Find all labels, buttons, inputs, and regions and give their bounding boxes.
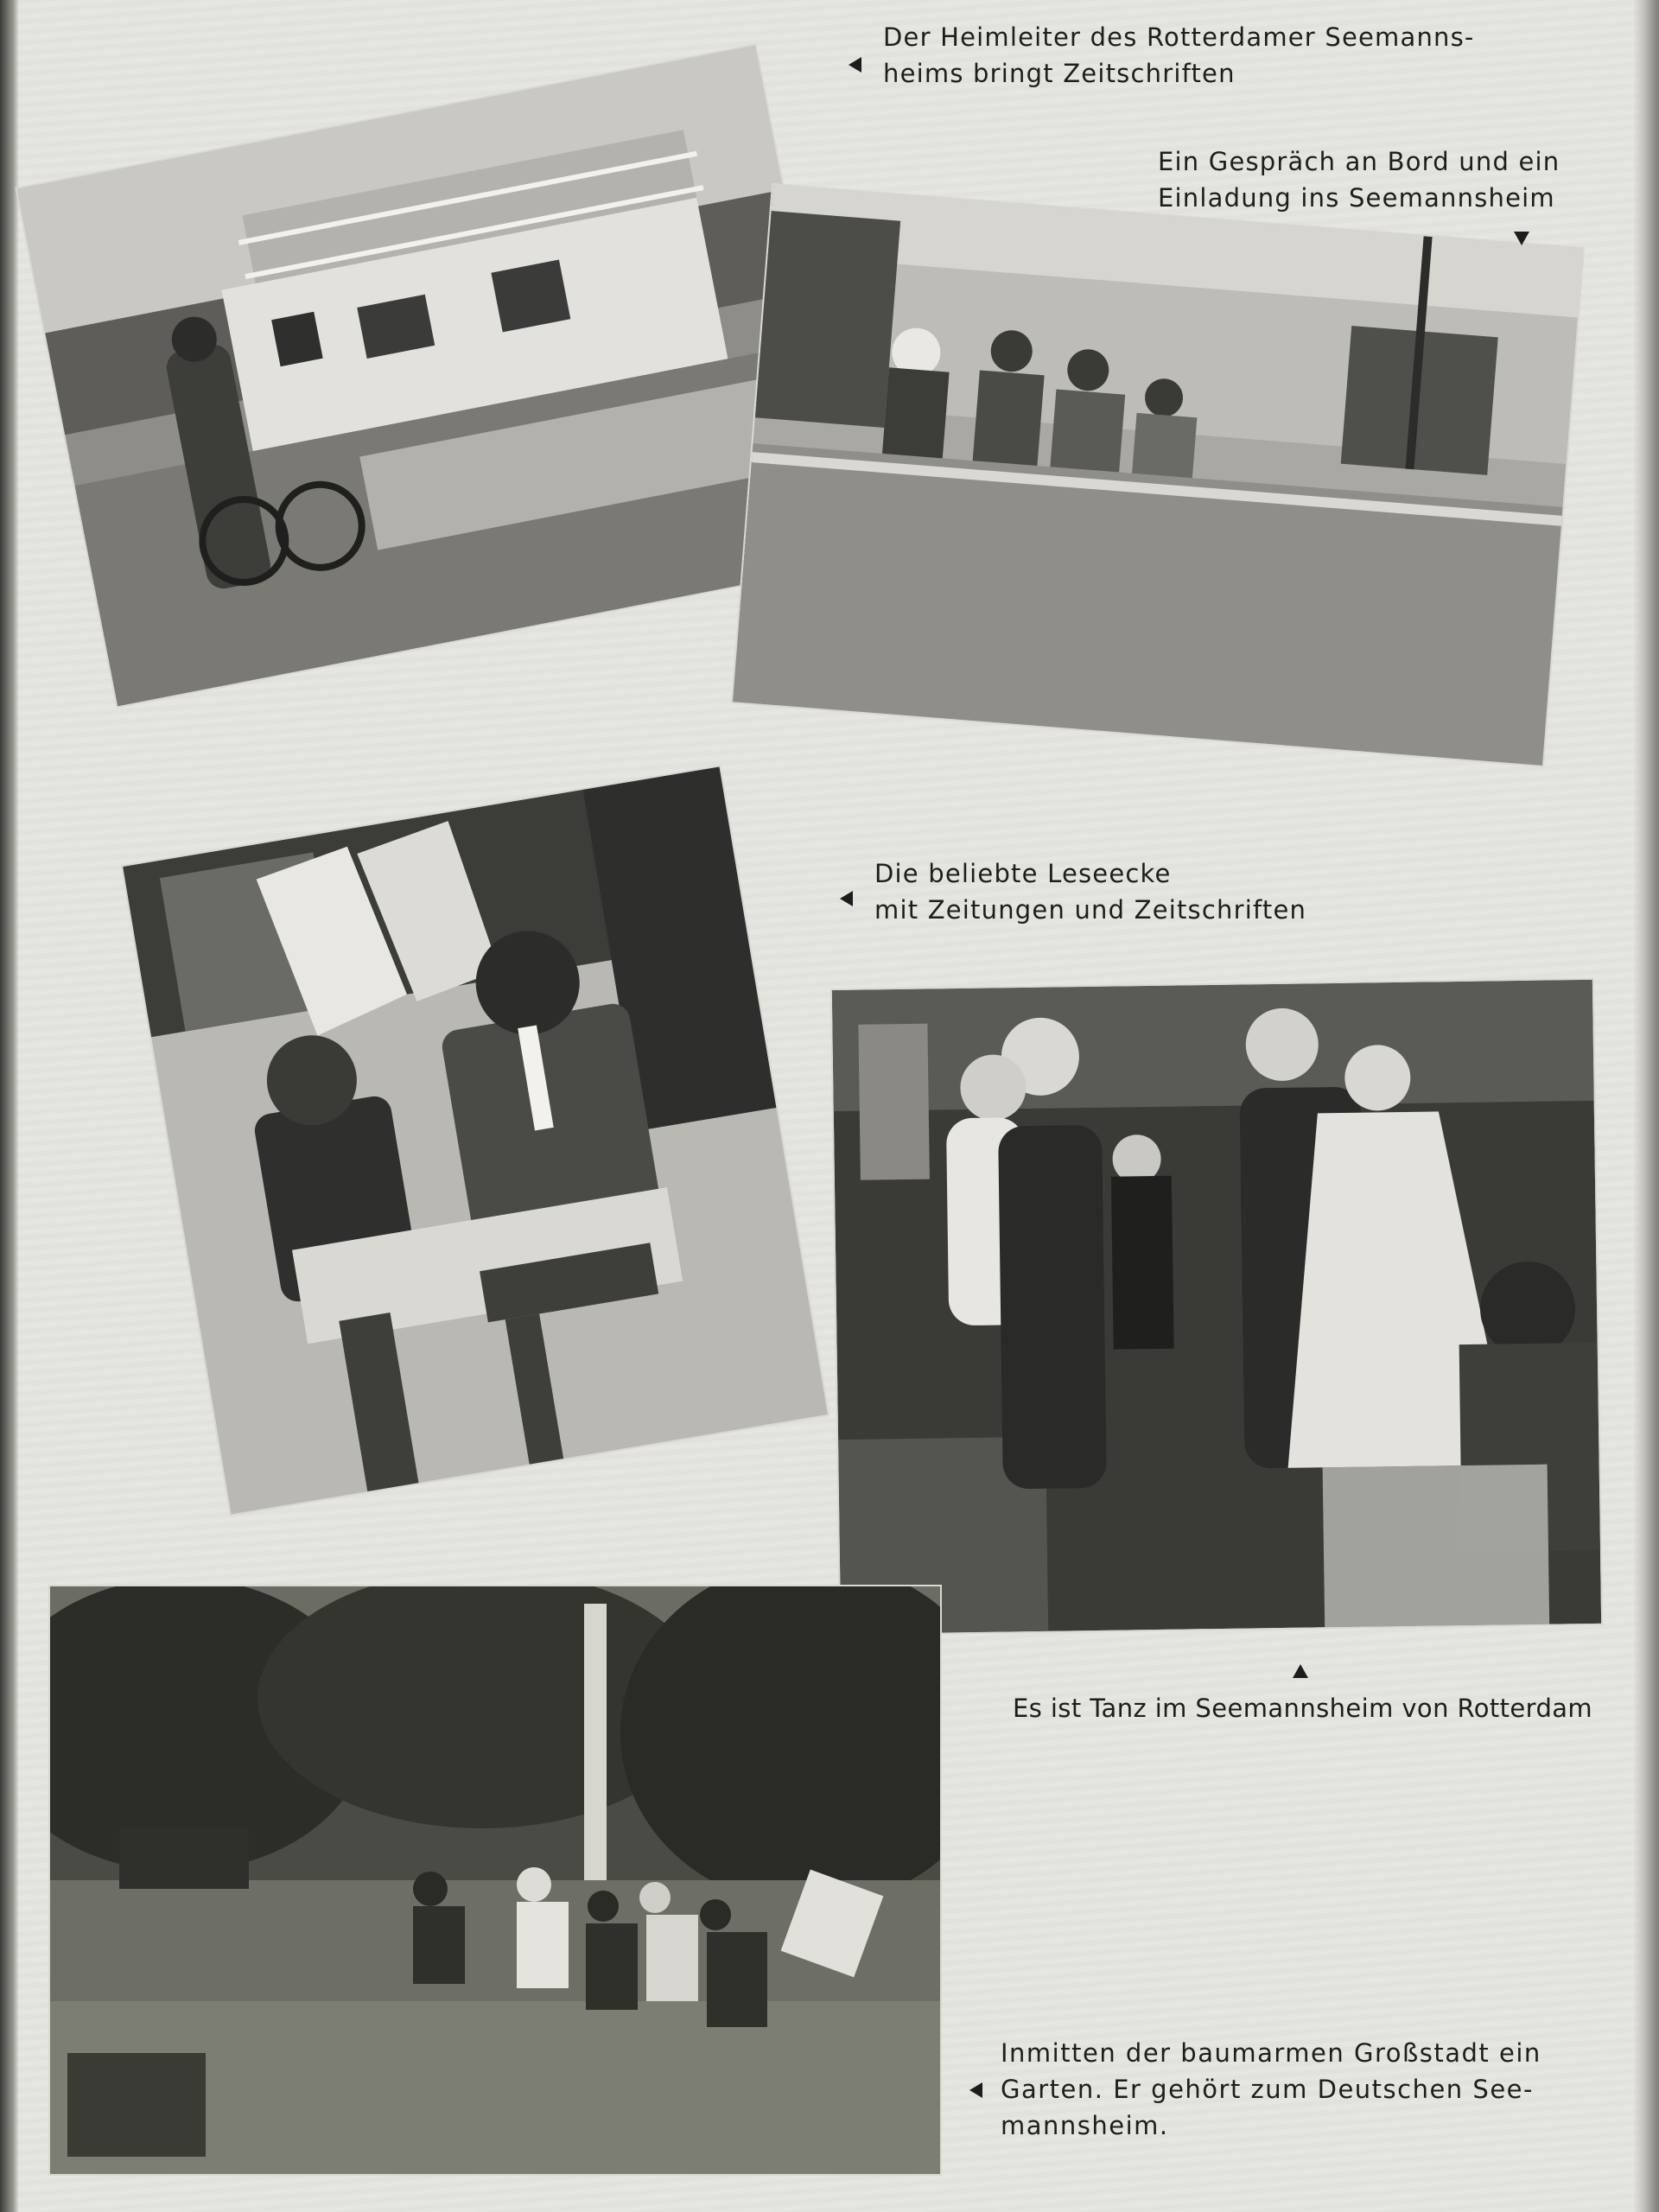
photo-garten — [50, 1586, 940, 2174]
caption-leseecke — [874, 855, 1306, 928]
caption-garten-line3: mannsheim. — [1001, 2111, 1169, 2140]
caption-gespraech — [1158, 143, 1560, 216]
page-edge-right — [1633, 0, 1659, 2212]
caption-garten-line1: Inmitten der baumarmen Großstadt ein — [1001, 2038, 1541, 2068]
caption-gespraech-line1: Ein Gespräch an Bord und ein — [1158, 147, 1560, 176]
caption-garten — [1001, 2035, 1541, 2144]
caption-arrow-garten — [969, 2082, 982, 2098]
caption-tanz — [1013, 1690, 1592, 1726]
caption-leseecke-line1: Die beliebte Leseecke — [874, 859, 1172, 888]
caption-tanz-line1: Es ist Tanz im Seemannsheim von Rotterdam — [1013, 1694, 1593, 1723]
caption-gespraech-line2: Einladung ins Seemannsheim — [1158, 183, 1555, 213]
photo-leseecke-image — [123, 766, 828, 1514]
caption-garten-line2: Garten. Er gehört zum Deutschen See- — [1001, 2075, 1534, 2104]
caption-arrow-heimleiter — [849, 57, 861, 73]
caption-arrow-tanz — [1293, 1664, 1308, 1678]
photo-gespraech-an-bord — [733, 185, 1583, 766]
caption-heimleiter-line2: heims bringt Zeitschriften — [883, 59, 1236, 88]
photo-heimleiter-bicycle — [17, 46, 855, 707]
photo-gespraech-image — [733, 185, 1583, 766]
page-edge-left — [0, 0, 19, 2212]
photo-garten-image — [50, 1586, 940, 2174]
caption-leseecke-line2: mit Zeitungen und Zeitschriften — [874, 895, 1307, 925]
photo-heimleiter-image — [17, 46, 855, 707]
caption-heimleiter-line1: Der Heimleiter des Rotterdamer Seemanns- — [883, 22, 1475, 52]
photo-tanz-image — [832, 980, 1601, 1634]
photo-tanz — [832, 980, 1601, 1634]
caption-arrow-leseecke — [840, 891, 853, 906]
caption-arrow-gespraech — [1514, 232, 1529, 245]
caption-heimleiter — [883, 19, 1475, 92]
photo-leseecke — [123, 766, 828, 1514]
